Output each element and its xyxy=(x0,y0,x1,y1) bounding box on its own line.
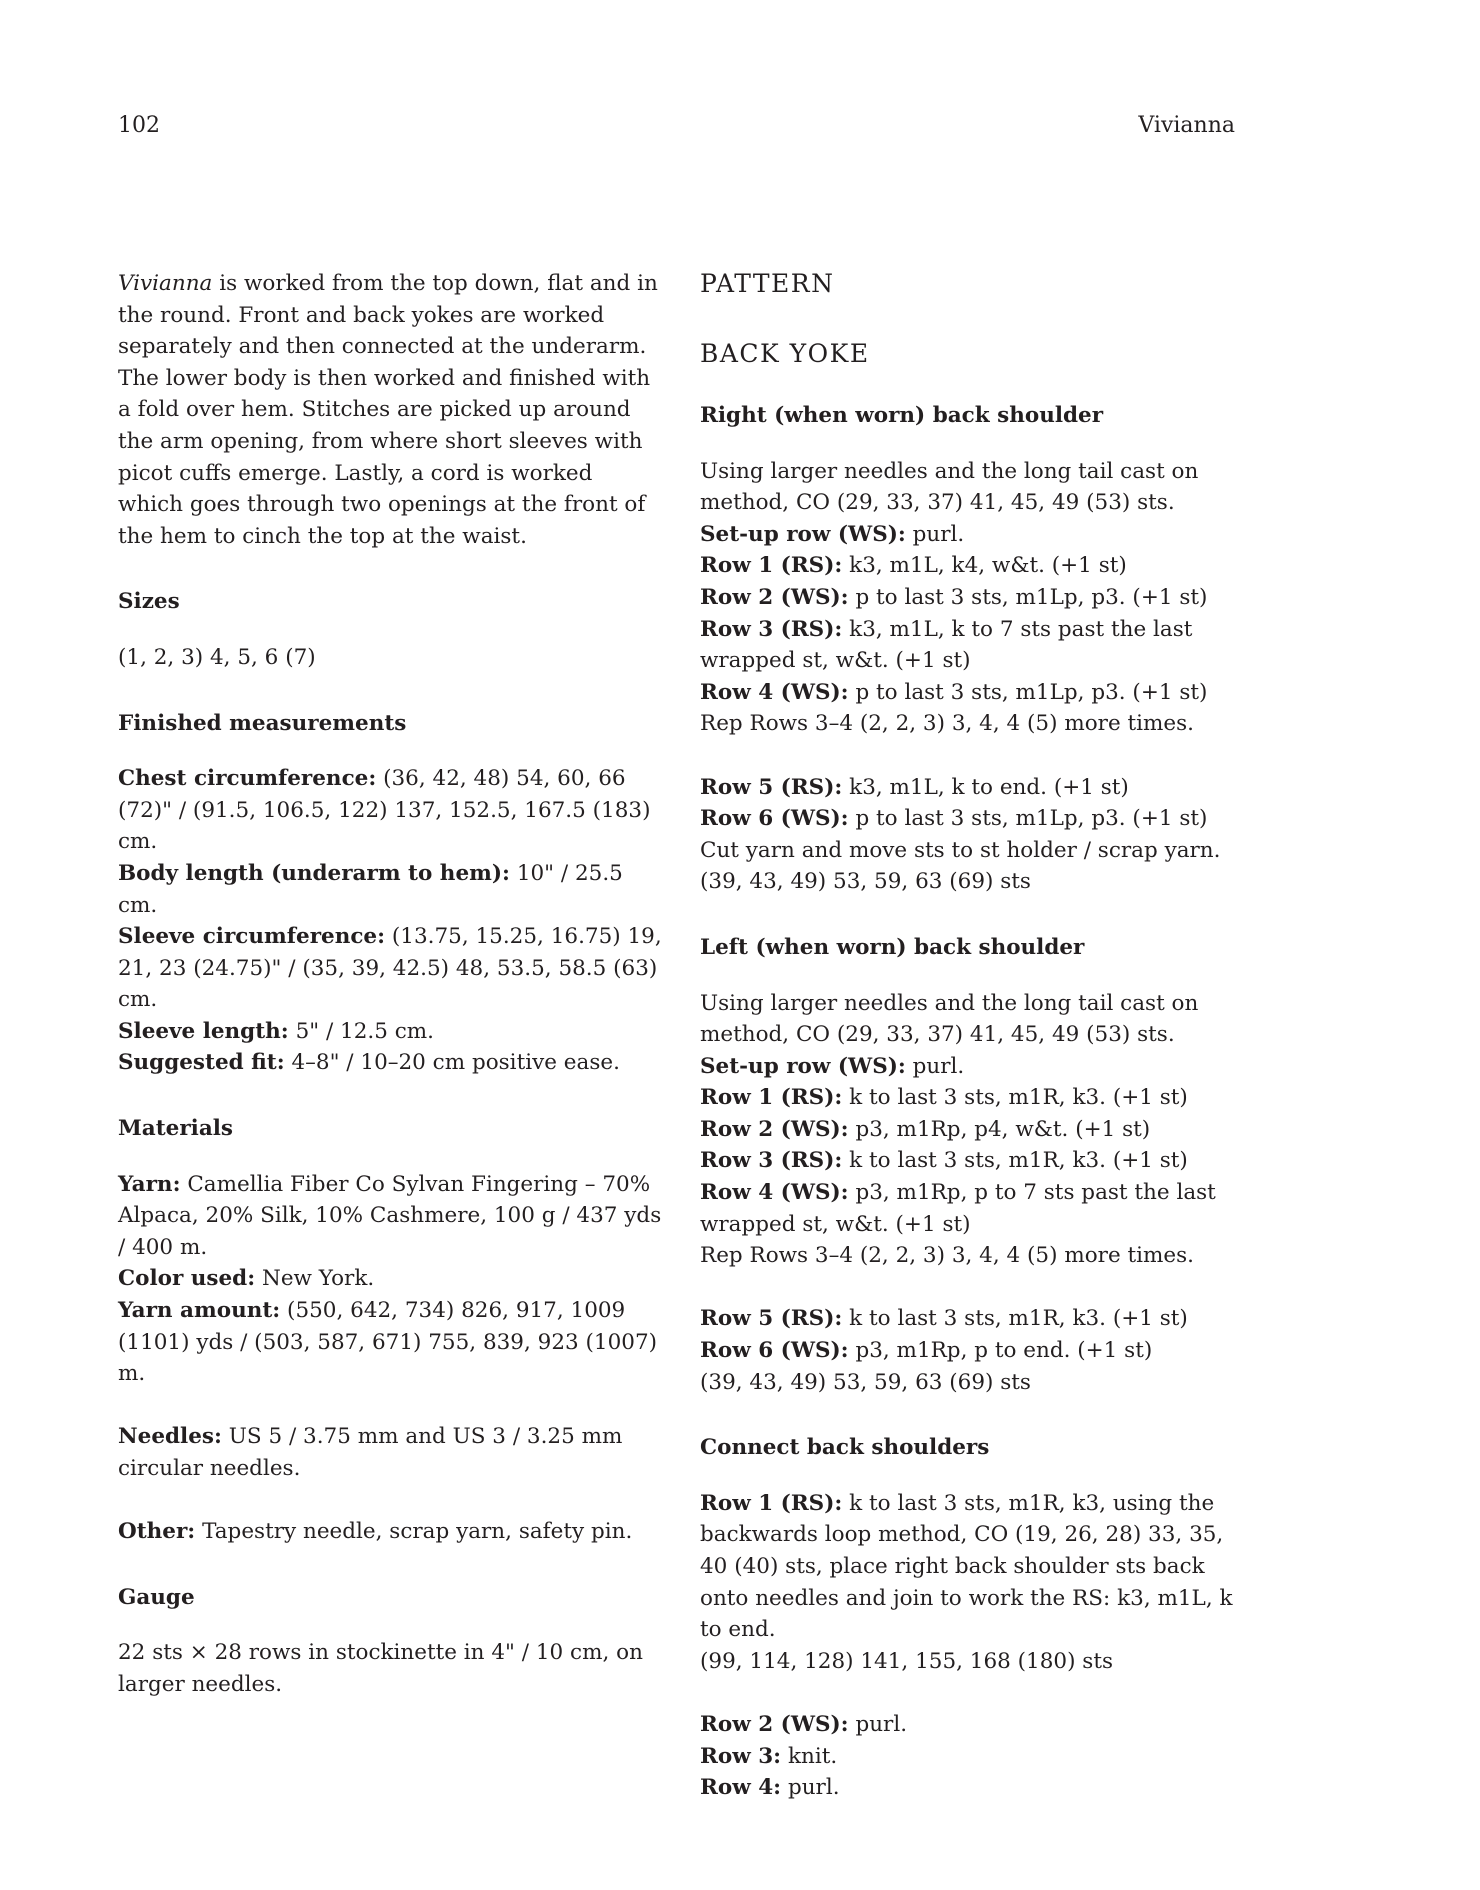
back-yoke-heading: BACK YOKE xyxy=(700,339,870,368)
sizes-text: (1, 2, 3) 4, 5, 6 (7) xyxy=(118,644,316,670)
right-row-1: Row 1 (RS): k3, m1L, k4, w&t. (+1 st) xyxy=(700,553,1127,579)
right-shoulder-heading: Right (when worn) back shoulder xyxy=(700,403,1104,428)
right-stitch-total: (39, 43, 49) 53, 59, 63 (69) sts xyxy=(700,869,1031,895)
intro-paragraph: Vivianna is worked from the top down, flat and in the round. Front and back yokes are worked separately and then connected at the underarm. The lower body is then worked and finished with a fold over hem. Stitches are picked up around the arm opening, from where short sleeves with picot cuffs emerge. Lastly, a cord is worked which goes through two openings at the front of the hem to cinch the top at the waist. xyxy=(118,271,658,549)
left-row-6: Row 6 (WS): p3, m1Rp, p to end. (+1 st) xyxy=(700,1338,1153,1364)
other-line: Other: Tapestry needle, scrap yarn, safety pin. xyxy=(118,1519,633,1545)
left-cast-on: Using larger needles and the long tail cast on method, CO (29, 33, 37) 41, 45, 49 (53) sts. xyxy=(700,990,1199,1048)
body-length-line: Body length (underarm to hem): 10" / 25.5 cm. xyxy=(118,860,623,918)
left-row-4: Row 4 (WS): p3, m1Rp, p to 7 sts past the last wrapped st, w&t. (+1 st) xyxy=(700,1180,1216,1237)
gauge-text: 22 sts × 28 rows in stockinette in 4" / 10 cm, on larger needles. xyxy=(118,1640,643,1697)
right-row-4: Row 4 (WS): p to last 3 sts, m1Lp, p3. (+1 st) xyxy=(700,679,1208,705)
gauge-heading: Gauge xyxy=(118,1584,195,1610)
right-row-2: Row 2 (WS): p to last 3 sts, m1Lp, p3. (+1 st) xyxy=(700,584,1208,610)
left-row-3: Row 3 (RS): k to last 3 sts, m1R, k3. (+1 st) xyxy=(700,1148,1188,1174)
right-column xyxy=(700,268,1245,1804)
left-column xyxy=(118,268,663,1701)
chest-line: Chest circumference: (36, 42, 48) 54, 60, 66 (72)" / (91.5, 106.5, 122) 137, 152.5, 167.5 (183) cm. xyxy=(118,766,651,855)
left-row-1: Row 1 (RS): k to last 3 sts, m1R, k3. (+1 st) xyxy=(700,1085,1188,1111)
materials-heading: Materials xyxy=(118,1116,234,1142)
left-row-2: Row 2 (WS): p3, m1Rp, p4, w&t. (+1 st) xyxy=(700,1116,1151,1142)
connect-row-4: Row 4: purl. xyxy=(700,1775,840,1801)
left-stitch-total: (39, 43, 49) 53, 59, 63 (69) sts xyxy=(700,1369,1031,1395)
right-row-6: Row 6 (WS): p to last 3 sts, m1Lp, p3. (+1 st) xyxy=(700,806,1208,832)
right-row-3: Row 3 (RS): k3, m1L, k to 7 sts past the last wrapped st, w&t. (+1 st) xyxy=(700,616,1193,674)
connect-row-2: Row 2 (WS): purl. xyxy=(700,1711,908,1737)
intro-title: Vivianna xyxy=(118,271,213,296)
right-row-5: Row 5 (RS): k3, m1L, k to end. (+1 st) xyxy=(700,774,1129,800)
needles-line: Needles: US 5 / 3.75 mm and US 3 / 3.25 mm circular needles. xyxy=(118,1424,623,1481)
sizes-heading: Sizes xyxy=(118,589,180,615)
connect-row-1: Row 1 (RS): k to last 3 sts, m1R, k3, using the backwards loop method, CO (19, 26, 28) 33, 35, 40 (40) sts, place right back shoulder sts back onto needles and join to work the RS: k3, m1L, k to end. xyxy=(700,1490,1233,1643)
sleeve-length-line: Sleeve length: 5" / 12.5 cm. xyxy=(118,1018,435,1044)
left-repeat: Rep Rows 3–4 (2, 2, 3) 3, 4, 4 (5) more times. xyxy=(700,1243,1194,1269)
connect-stitch-total: (99, 114, 128) 141, 155, 168 (180) sts xyxy=(700,1648,1114,1674)
page-number: 102 xyxy=(118,113,160,138)
yarn-line: Yarn: Camellia Fiber Co Sylvan Fingering – 70% Alpaca, 20% Silk, 10% Cashmere, 100 g / 437 yds / 400 m. xyxy=(118,1171,662,1260)
suggested-fit-line: Suggested fit: 4–8" / 10–20 cm positive ease. xyxy=(118,1050,620,1076)
sleeve-circumference-line: Sleeve circumference: (13.75, 15.25, 16.75) 19, 21, 23 (24.75)" / (35, 39, 42.5) 48, 53.5, 58.5 (63) cm. xyxy=(118,924,662,1013)
connect-heading: Connect back shoulders xyxy=(700,1435,990,1461)
right-repeat: Rep Rows 3–4 (2, 2, 3) 3, 4, 4 (5) more times. xyxy=(700,711,1194,737)
yarn-amount-line: Yarn amount: (550, 642, 734) 826, 917, 1009 (1101) yds / (503, 587, 671) 755, 839, 923 (1007) m. xyxy=(118,1298,658,1387)
left-setup-row: Set-up row (WS): purl. xyxy=(700,1053,965,1079)
color-line: Color used: New York. xyxy=(118,1266,375,1292)
right-setup-row: Set-up row (WS): purl. xyxy=(700,521,965,547)
left-shoulder-heading: Left (when worn) back shoulder xyxy=(700,934,1085,960)
right-cast-on: Using larger needles and the long tail cast on method, CO (29, 33, 37) 41, 45, 49 (53) sts. xyxy=(700,458,1199,516)
finished-heading: Finished measurements xyxy=(118,710,407,736)
running-title: Vivianna xyxy=(1138,113,1235,138)
pattern-heading: PATTERN xyxy=(700,269,835,298)
right-cut-yarn: Cut yarn and move sts to st holder / scrap yarn. xyxy=(700,837,1221,863)
connect-row-3: Row 3: knit. xyxy=(700,1743,838,1769)
left-row-5: Row 5 (RS): k to last 3 sts, m1R, k3. (+1 st) xyxy=(700,1306,1188,1332)
